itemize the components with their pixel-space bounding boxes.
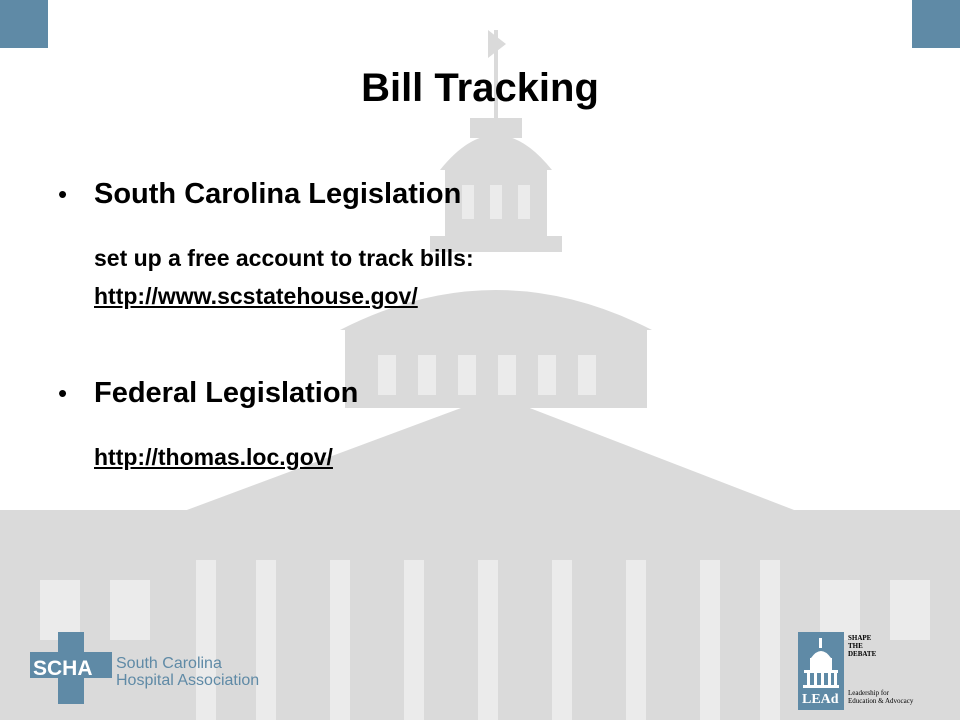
bullet-icon: •	[58, 378, 68, 408]
sc-subtext	[94, 239, 474, 315]
federal-subtext	[94, 438, 333, 476]
scha-logo	[30, 630, 262, 706]
bullet-heading: Federal Legislation	[94, 377, 359, 409]
corner-accent-left	[0, 0, 48, 48]
thomas-loc-link[interactable]: http://thomas.loc.gov/	[94, 444, 333, 470]
lead-mark: LEAd	[802, 692, 839, 707]
lead-subtitle-1: Leadership for	[848, 689, 890, 697]
scha-mark: SCHA	[33, 657, 93, 680]
bullet-heading: South Carolina Legislation	[94, 178, 462, 210]
scha-line2: Hospital Association	[116, 672, 260, 689]
corner-accent-right	[912, 0, 960, 48]
bullet-icon: •	[58, 179, 68, 209]
bullet-sc-legislation	[58, 178, 461, 211]
lead-subtitle-2: Education & Advocacy	[848, 697, 914, 705]
scha-line1: South Carolina	[116, 655, 222, 672]
slide-title: Bill Tracking	[361, 66, 599, 110]
lead-tagline-1: SHAPE	[848, 634, 872, 642]
scstatehouse-link[interactable]: http://www.scstatehouse.gov/	[94, 283, 418, 309]
lead-tagline-3: DEBATE	[848, 650, 877, 658]
lead-tagline-2: THE	[848, 642, 863, 650]
lead-logo	[798, 632, 938, 712]
sc-description: set up a free account to track bills:	[94, 245, 474, 271]
bullet-federal-legislation	[58, 377, 358, 410]
